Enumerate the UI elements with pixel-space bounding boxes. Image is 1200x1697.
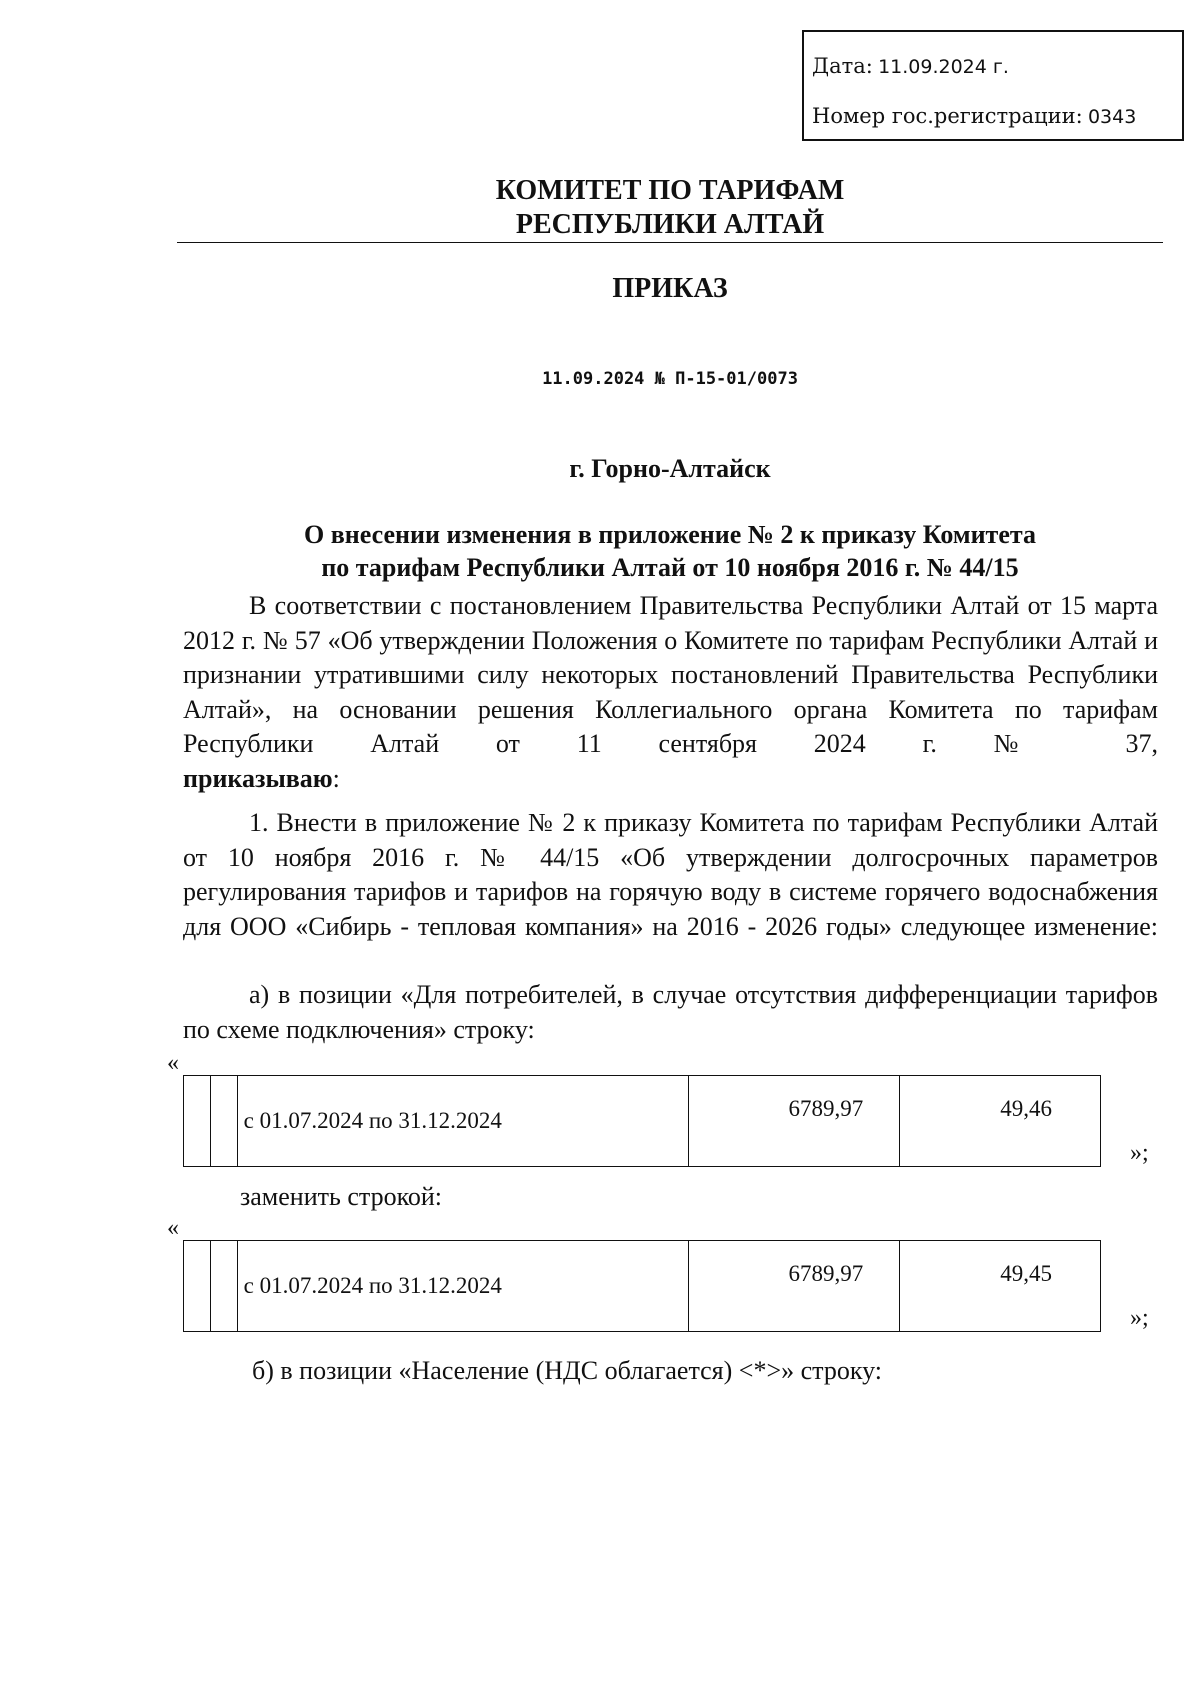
registration-number-value: 0343 — [1087, 106, 1137, 128]
registration-date-value: 11.09.2024 г. — [878, 56, 1009, 78]
blank-cell — [184, 1076, 211, 1167]
subject-line-1: О внесении изменения в приложение № 2 к приказу Комитета — [304, 520, 1036, 549]
replace-with-text: заменить строкой: — [240, 1182, 443, 1211]
quote-close-2: »; — [1130, 1305, 1149, 1331]
value1-cell: 6789,97 — [689, 1076, 900, 1167]
item-a-text: а) в позиции «Для потребителей, в случае отсутствия дифференциации тарифов по схеме подключения» строку: — [183, 980, 1158, 1044]
preamble-text: В соответствии с постановлением Правительства Республики Алтай от 15 марта 2012 г. № 57 «Об утверждении Положения о Комитете по тарифам Республики Алтай и признании утратившими силу некоторых постановлений Правительства Республики Алтай», на основании решения Коллегиального органа Комитета по тарифам Республики Алтай от 11 сентября 2024 г. № 37, — [183, 591, 1158, 758]
item-b-text: б) в позиции «Население (НДС облагается) <*>» строку: — [252, 1356, 882, 1385]
blank-cell — [210, 1241, 237, 1332]
organization-name — [177, 174, 1163, 242]
order-word: приказываю — [183, 763, 333, 793]
new-tariff-row-table — [183, 1240, 1101, 1332]
document-number: 11.09.2024 № П-15-01/0073 — [542, 369, 798, 389]
subject-line-2: по тарифам Республики Алтай от 10 ноября 2016 г. № 44/15 — [321, 553, 1019, 582]
registration-date — [812, 48, 1174, 98]
table-row — [184, 1076, 1101, 1167]
registration-number-label: Номер гос.регистрации: — [812, 104, 1083, 128]
organization-line-1: КОМИТЕТ ПО ТАРИФАМ — [495, 175, 845, 206]
registration-date-label: Дата: — [812, 54, 873, 78]
registration-number — [812, 98, 1174, 148]
period-cell: с 01.07.2024 по 31.12.2024 — [237, 1076, 689, 1167]
header-divider — [177, 242, 1163, 243]
value2-cell: 49,45 — [900, 1241, 1101, 1332]
item-1-text: 1. Внести в приложение № 2 к приказу Комитета по тарифам Республики Алтай от 10 ноября 2016 г. № 44/15 «Об утверждении долгосрочных параметров регулирования тарифов и тарифов на горячую воду в системе горячего водоснабжения для ООО «Сибирь - тепловая компания» на 2016 - 2026 годы» следующее изменение: — [183, 808, 1158, 941]
document-type: ПРИКАЗ — [612, 273, 728, 304]
quote-close-1: »; — [1130, 1140, 1149, 1166]
value2-cell: 49,46 — [900, 1076, 1101, 1167]
value1-cell: 6789,97 — [689, 1241, 900, 1332]
document-city: г. Горно-Алтайск — [569, 454, 771, 483]
quote-open-1: « — [167, 1050, 179, 1076]
old-tariff-row-table — [183, 1075, 1101, 1167]
blank-cell — [210, 1076, 237, 1167]
organization-line-2: РЕСПУБЛИКИ АЛТАЙ — [515, 209, 825, 240]
item-1-paragraph — [183, 806, 1158, 944]
preamble-order-line — [183, 762, 1158, 797]
preamble-paragraph — [183, 589, 1158, 796]
order-colon: : — [332, 763, 340, 793]
table-row — [184, 1241, 1101, 1332]
blank-cell — [184, 1241, 211, 1332]
registration-box — [802, 30, 1184, 141]
period-cell: с 01.07.2024 по 31.12.2024 — [237, 1241, 689, 1332]
document-subject — [177, 518, 1163, 584]
quote-open-2: « — [167, 1215, 179, 1241]
item-a-paragraph — [183, 978, 1158, 1047]
